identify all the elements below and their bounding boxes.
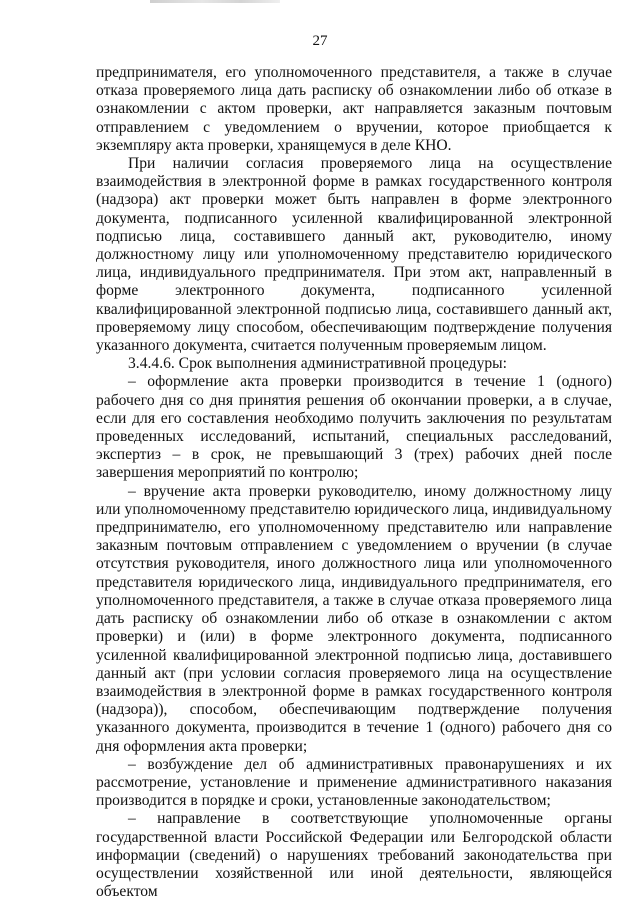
scan-edge-mark [150, 0, 280, 3]
document-body [96, 64, 612, 901]
list-item-administrative-cases: – возбуждение дел об административных правонарушениях и их рассмотрение, установление и применение административного наказания производится в порядке и сроки, установленные законодательством; [96, 755, 612, 810]
list-item-information-referral: – направление в соответствующие уполномоченные органы государственной власти Российской Федерации или Белгородской области информации (сведений) о нарушениях требований законодательства при осуществлении хозяйственной или иной деятельности, являющейся объектом [96, 810, 612, 901]
paragraph-continuation: предпринимателя, его уполномоченного представителя, а также в случае отказа проверяемого лица дать расписку об ознакомлении либо об отказе в ознакомлении с актом проверки, акт направляется заказным почтовым отправлением с уведомлением о вручении, которое приобщается к экземпляру акта проверки, хранящемуся в деле КНО. [96, 64, 612, 154]
paragraph-electronic-consent: При наличии согласия проверяемого лица на осуществление взаимодействия в электронной форме в рамках государственного контроля (надзора) акт проверки может быть направлен в форме электронного документа, подписанного усиленной квалифицированной электронной подписью лица, составившего данный акт, руководителю, иному должностному лицу или уполномоченному представителю юридического лица, индивидуального предпринимателя. При этом акт, направленный в форме электронного документа, подписанного усиленной квалифицированной электронной подписью лица, составившего данный акт, проверяемому лицу способом, обеспечивающим подтверждение получения указанного документа, считается полученным проверяемым лицом. [96, 155, 612, 355]
list-item-act-preparation: – оформление акта проверки производится в течение 1 (одного) рабочего дня со дня принятия решения об окончании проверки, а в случае, если для его составления необходимо получить заключения по результатам проведенных исследований, испытаний, специальных расследований, экспертиз – в срок, не превышающий 3 (трех) рабочих дней после завершения мероприятий по контролю; [96, 373, 612, 482]
section-heading-3-4-4-6: 3.4.4.6. Срок выполнения административной процедуры: [128, 355, 507, 373]
page-number: 27 [312, 33, 328, 49]
list-item-act-delivery: – вручение акта проверки руководителю, иному должностному лицу или уполномоченному представителю юридического лица, индивидуальному предпринимателю, его уполномоченному представителю или направление заказным почтовым отправлением с уведомлением о вручении (в случае отсутствия руководителя, иного должностного лица или уполномоченного представителя юридического лица, индивидуального предпринимателя, его уполномоченного представителя, а также в случае отказа проверяемого лица дать расписку об ознакомлении либо об отказе в ознакомлении с актом проверки) и (или) в форме электронного документа, подписанного усиленной квалифицированной электронной подписью лица, доставившего данный акт (при условии согласия проверяемого лица на осуществление взаимодействия в электронной форме в рамках государственного контроля (надзора)), способом, обеспечивающим подтверждение получения указанного документа, производится в течение 1 (одного) рабочего дня со дня оформления акта проверки; [96, 482, 612, 755]
